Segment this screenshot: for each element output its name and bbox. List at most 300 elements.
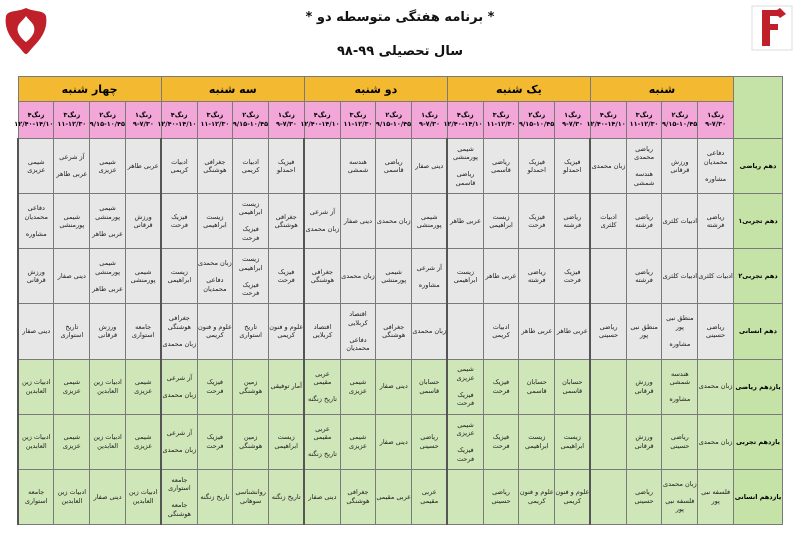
class-entry: ادبیات زین العابدین xyxy=(21,433,51,450)
class-cell xyxy=(233,359,269,414)
bell-name: زنگ۱ xyxy=(134,111,152,119)
class-cell xyxy=(626,194,662,249)
class-cell xyxy=(412,194,448,249)
bell-time: ۹/۱۵-۱۰/۴۵ xyxy=(662,120,698,128)
bell-time: ۹-۷/۳۰ xyxy=(419,120,440,128)
class-cell xyxy=(412,139,448,194)
class-cell xyxy=(161,249,197,304)
class-cell xyxy=(125,469,161,524)
class-entry: ادبیات زین العابدین xyxy=(128,488,158,505)
class-entry: جغرافی هوشنگی xyxy=(310,267,335,285)
class-cell xyxy=(447,194,483,249)
class-entry: ریاضی فرشته xyxy=(527,267,546,285)
class-cell xyxy=(590,414,626,469)
bell-name: زنگ۳ xyxy=(349,111,367,119)
class-entry: شیمی عزیزی xyxy=(134,378,153,395)
bell-name: زنگ۲ xyxy=(385,111,403,119)
class-entry: عربی طاهر xyxy=(127,161,159,170)
class-entry: زیست ابراهیمی xyxy=(238,255,263,272)
class-cell xyxy=(555,139,591,194)
class-cell xyxy=(90,469,126,524)
bell-header xyxy=(586,102,626,139)
bell-time: ۱۱-۱۲/۳۰ xyxy=(343,120,373,128)
grade-row xyxy=(18,139,783,194)
class-entry: شیمی پورمنشی xyxy=(95,204,121,221)
class-entry: ادبیات کریمی xyxy=(492,322,510,340)
class-entry: زبان محمدی xyxy=(198,259,232,268)
bell-time: ۹/۱۵-۱۰/۴۵ xyxy=(232,120,269,128)
class-cell xyxy=(590,139,626,194)
class-cell xyxy=(197,414,233,469)
class-entry: جامعه استواری xyxy=(24,488,48,505)
class-entry: آمار توفیقی xyxy=(270,382,302,391)
class-cell xyxy=(412,414,448,469)
class-entry: ریاضی حسینی xyxy=(419,433,439,450)
class-entry: فیزیک فرحت xyxy=(170,212,188,230)
class-entry: علوم و فنون کریمی xyxy=(555,488,590,505)
class-entry: ورزش قرقانی xyxy=(670,157,690,175)
class-cell xyxy=(698,249,734,304)
weekly-schedule-table xyxy=(14,76,783,525)
class-cell xyxy=(197,304,233,359)
bell-name: زنگ۳ xyxy=(63,111,81,119)
class-entry: زیست ابراهیمی xyxy=(453,267,478,285)
bell-name: زنگ۳ xyxy=(492,111,510,119)
class-cell xyxy=(161,139,197,194)
class-entry: شیمی عزیزی xyxy=(348,433,367,450)
bell-name: زنگ۴ xyxy=(170,111,188,119)
bell-name: زنگ۳ xyxy=(206,111,224,119)
class-entry: ادبیات زین العابدین xyxy=(57,488,87,505)
class-cell xyxy=(18,469,54,524)
class-entry: فیزیک فرحت xyxy=(492,433,510,450)
class-cell xyxy=(233,469,269,524)
class-cell xyxy=(340,304,376,359)
class-cell xyxy=(125,414,161,469)
class-cell xyxy=(90,304,126,359)
class-entry: شیمی پورمنشی xyxy=(381,267,407,285)
class-cell xyxy=(626,249,662,304)
class-cell xyxy=(269,304,305,359)
bell-header xyxy=(519,102,555,139)
class-cell xyxy=(161,194,197,249)
bell-time: ۱۲/۴۰-۱۴/۱۰ xyxy=(300,120,340,128)
class-entry: جامعه هوشنگی xyxy=(167,501,191,518)
class-entry: عربی مقیمی xyxy=(313,424,332,442)
class-cell xyxy=(447,139,483,194)
class-cell xyxy=(555,249,591,304)
grade-row xyxy=(18,249,783,304)
class-entry: منطق نبی پور xyxy=(666,314,694,331)
class-entry: فلسفه نبی پور xyxy=(665,496,695,514)
class-cell xyxy=(483,414,519,469)
bell-time: ۹/۱۵-۱۰/۴۵ xyxy=(89,120,125,128)
class-cell xyxy=(626,414,662,469)
class-cell xyxy=(90,249,126,304)
class-entry: دینی صفار xyxy=(57,272,86,281)
class-entry: عربی طاهر xyxy=(521,327,553,336)
class-cell xyxy=(555,304,591,359)
class-cell xyxy=(18,359,54,414)
class-entry: شیمی عزیزی xyxy=(348,378,367,395)
class-entry: فیزیک فرحت xyxy=(206,433,224,450)
class-cell xyxy=(662,359,698,414)
class-cell xyxy=(269,414,305,469)
class-entry: زبان محمدی xyxy=(698,382,733,391)
class-cell xyxy=(125,139,161,194)
class-cell xyxy=(662,139,698,194)
bell-time: ۱۱-۱۲/۳۰ xyxy=(486,120,516,128)
class-cell xyxy=(662,304,698,359)
bell-header-row xyxy=(18,102,783,139)
class-entry: زبان محمدی xyxy=(162,339,197,348)
class-cell xyxy=(18,304,54,359)
bell-name: زنگ۱ xyxy=(421,111,438,119)
class-entry: جغرافی هوشنگی xyxy=(167,314,191,331)
class-entry: ورزش قرقانی xyxy=(26,267,46,285)
class-entry: دینی صفار xyxy=(379,382,408,391)
class-cell xyxy=(125,194,161,249)
class-entry: ورزش قرقانی xyxy=(634,433,654,450)
class-entry: شیمی عزیزی xyxy=(62,433,81,450)
grade-row xyxy=(18,194,783,249)
class-entry: ریاضی حسینی xyxy=(634,488,654,505)
class-entry: جغرافی هوشنگی xyxy=(346,488,370,505)
class-entry: دینی صفار xyxy=(343,216,372,225)
class-cell xyxy=(125,249,161,304)
bell-name: زنگ۴ xyxy=(27,111,45,119)
bell-time: ۹/۱۵-۱۰/۴۵ xyxy=(375,120,412,128)
class-cell xyxy=(18,414,54,469)
class-entry: زمین هوشنگی xyxy=(239,378,263,395)
class-entry: زبان محمدی xyxy=(305,225,340,234)
class-cell xyxy=(340,249,376,304)
class-entry: شیمی پورمنشی xyxy=(416,212,442,230)
class-entry: عربی مقیمی xyxy=(313,369,332,387)
class-entry: فیزیک احمدلو xyxy=(527,157,546,175)
bell-time: ۱۲/۴۰-۱۴/۱۰ xyxy=(443,120,483,128)
class-cell xyxy=(376,359,412,414)
class-entry: فیزیک فرحت xyxy=(242,225,260,242)
class-entry: فیزیک فرحت xyxy=(277,267,295,285)
class-cell xyxy=(412,304,448,359)
class-cell xyxy=(18,139,54,194)
class-entry: فلسفه نبی پور xyxy=(701,488,731,505)
day-header: سه شنبه xyxy=(161,77,304,102)
class-entry: شیمی عزیزی xyxy=(62,378,81,395)
class-cell xyxy=(662,249,698,304)
bell-name: زنگ۲ xyxy=(99,111,116,119)
class-entry: عربی طاهر xyxy=(56,170,88,179)
bell-name: زنگ۱ xyxy=(564,111,581,119)
class-entry: زیست ابراهیمی xyxy=(525,433,549,450)
class-entry: هندسه شمشی xyxy=(633,170,655,187)
bell-time: ۱۱-۱۲/۳۰ xyxy=(629,120,659,128)
grade-label: یازدهم انسانی xyxy=(734,469,783,524)
class-entry: فیزیک احمدلو xyxy=(563,157,582,175)
class-entry: زبان محمدی xyxy=(663,479,697,488)
class-entry: ریاضی حسینی xyxy=(491,488,511,505)
class-entry: جغرافی هوشنگی xyxy=(382,322,406,340)
class-cell xyxy=(447,249,483,304)
grade-row xyxy=(18,469,783,524)
class-entry: شیمی عزیزی xyxy=(134,433,153,450)
class-cell xyxy=(555,469,591,524)
class-entry: جامعه استواری xyxy=(131,322,155,340)
class-cell xyxy=(54,469,90,524)
class-cell xyxy=(483,139,519,194)
class-entry: فیزیک فرحت xyxy=(206,378,224,395)
class-entry: ادبیات کلثری xyxy=(698,272,733,281)
class-entry: زبان محمدی xyxy=(162,446,197,455)
class-entry: ادبیات زین العابدین xyxy=(21,378,51,395)
class-cell xyxy=(233,304,269,359)
class-cell xyxy=(54,359,90,414)
class-entry: مشاوره xyxy=(669,339,691,348)
class-cell xyxy=(304,249,340,304)
academic-year: سال تحصیلی ۹۹-۹۸ xyxy=(337,44,463,59)
class-cell xyxy=(447,414,483,469)
class-cell xyxy=(376,139,412,194)
class-cell xyxy=(18,249,54,304)
class-entry: حسابان قاسمی xyxy=(419,378,440,395)
bell-time: ۹-۷/۳۰ xyxy=(275,120,297,128)
class-entry: هندسه شمشی xyxy=(669,369,691,387)
bell-name: زنگ۴ xyxy=(599,111,617,119)
class-entry: ریاضی حسینی xyxy=(706,322,726,340)
class-entry: شیمی عزیزی xyxy=(98,157,117,175)
class-entry: شیمی پورمنشی xyxy=(95,259,121,276)
day-header: دو شنبه xyxy=(304,77,447,102)
class-cell xyxy=(376,304,412,359)
class-cell xyxy=(90,139,126,194)
class-cell xyxy=(519,194,555,249)
class-cell xyxy=(161,469,197,524)
class-entry: شیمی پورمنشی xyxy=(130,267,156,285)
class-cell xyxy=(698,469,734,524)
class-entry: ادبیات کلثری xyxy=(662,216,698,225)
class-cell xyxy=(54,304,90,359)
bell-header xyxy=(483,102,519,139)
class-cell xyxy=(519,414,555,469)
class-entry: ادبیات کلثری xyxy=(662,272,698,281)
class-cell xyxy=(304,194,340,249)
class-entry: ریاضی حسینی xyxy=(598,322,619,340)
class-cell xyxy=(555,414,591,469)
class-cell xyxy=(626,469,662,524)
grade-label: دهم تجربی۱ xyxy=(734,194,783,249)
bell-name: زنگ۴ xyxy=(313,111,331,119)
class-entry: فیزیک فرحت xyxy=(528,212,546,230)
class-cell xyxy=(233,139,269,194)
class-entry: دینی صفار xyxy=(93,492,122,501)
day-header: یک شنبه xyxy=(447,77,590,102)
class-entry: زبان محمدی xyxy=(376,216,411,225)
class-entry: زیست ابراهیمی xyxy=(274,433,298,450)
class-entry: ریاضی قاسمی xyxy=(491,157,511,175)
bell-header xyxy=(90,102,126,139)
bell-header xyxy=(626,102,662,139)
class-entry: دینی صفار xyxy=(379,437,408,446)
bell-name: زنگ۱ xyxy=(707,111,725,119)
grade-label: یازدهم ریاضی xyxy=(734,359,783,414)
bell-time: ۹-۷/۳۰ xyxy=(705,120,727,128)
class-entry: ریاضی قاسمی xyxy=(383,157,404,175)
class-cell xyxy=(340,359,376,414)
class-entry: زمین هوشنگی xyxy=(239,433,263,450)
class-entry: ادبیات کلثری xyxy=(600,212,617,230)
class-entry: دینی صفار xyxy=(22,327,51,336)
class-cell xyxy=(590,359,626,414)
class-entry: عربی طاهر xyxy=(92,284,124,293)
class-cell xyxy=(662,194,698,249)
bell-header xyxy=(555,102,591,139)
class-cell xyxy=(340,414,376,469)
class-entry: تاریخ استواری xyxy=(60,322,84,340)
class-entry: ورزش قرقانی xyxy=(98,322,118,340)
grade-header-corner xyxy=(734,77,783,139)
class-cell xyxy=(412,249,448,304)
class-entry: عربی طاهر xyxy=(556,327,588,336)
class-cell xyxy=(590,194,626,249)
class-entry: آز شرعی xyxy=(166,429,193,438)
grade-label: دهم انسانی xyxy=(734,304,783,359)
class-cell xyxy=(233,414,269,469)
class-cell xyxy=(90,194,126,249)
class-cell xyxy=(376,414,412,469)
class-cell xyxy=(519,304,555,359)
class-cell xyxy=(54,249,90,304)
bell-header xyxy=(412,102,448,139)
class-cell xyxy=(519,249,555,304)
class-cell xyxy=(447,304,483,359)
class-entry: زبان محمدی xyxy=(591,161,626,170)
bell-header xyxy=(300,102,340,139)
class-entry: ورزش قرقانی xyxy=(634,378,654,395)
class-cell xyxy=(269,359,305,414)
class-entry: ادبیات زین العابدین xyxy=(93,433,122,450)
class-cell xyxy=(161,304,197,359)
class-entry: شیمی عزیزی xyxy=(456,420,475,438)
class-entry: زبان محمدی xyxy=(162,390,197,399)
class-cell xyxy=(125,304,161,359)
grade-label: دهم تجربی۲ xyxy=(734,249,783,304)
class-cell xyxy=(662,469,698,524)
class-entry: اقتصاد کربلایی xyxy=(312,322,333,340)
class-cell xyxy=(662,414,698,469)
class-entry: عربی مقیمی xyxy=(376,492,412,501)
class-cell xyxy=(269,469,305,524)
class-entry: دفاعی محمدیان xyxy=(24,204,48,221)
class-cell xyxy=(590,249,626,304)
class-cell xyxy=(304,414,340,469)
class-entry: زیست ابراهیمی xyxy=(203,212,227,230)
bell-time: ۱۱-۱۲/۳۰ xyxy=(57,120,87,128)
class-cell xyxy=(412,359,448,414)
class-entry: ریاضی فرشته xyxy=(635,267,654,285)
bell-time: ۹-۷/۳۰ xyxy=(132,120,154,128)
class-entry: آز شرعی xyxy=(416,263,442,272)
bell-time: ۱۲/۴۰-۱۴/۱۰ xyxy=(586,120,626,128)
class-entry: ورزش قرقانی xyxy=(133,212,153,230)
class-cell xyxy=(626,359,662,414)
class-entry: زیست ابراهیمی xyxy=(238,199,263,217)
page-title: * برنامه هفتگی متوسطه دو * xyxy=(305,10,495,25)
class-cell xyxy=(698,414,734,469)
class-entry: ریاضی فرشته xyxy=(563,212,582,230)
bell-header xyxy=(269,102,305,139)
class-cell xyxy=(555,359,591,414)
class-entry: فیزیک احمدلو xyxy=(277,157,296,175)
class-cell xyxy=(698,304,734,359)
class-cell xyxy=(447,469,483,524)
class-entry: عربی طاهر xyxy=(485,272,517,281)
class-entry: روانشناسی سوهانی xyxy=(235,488,266,505)
class-cell xyxy=(483,359,519,414)
class-cell xyxy=(304,139,340,194)
class-entry: زیست ابراهیمی xyxy=(167,267,192,285)
class-entry: مشاوره xyxy=(705,174,727,183)
bell-header xyxy=(698,102,734,139)
class-cell xyxy=(376,194,412,249)
class-cell xyxy=(340,469,376,524)
bell-name: زنگ۱ xyxy=(278,111,295,119)
class-entry: هندسه شمشی xyxy=(347,157,369,175)
class-cell xyxy=(304,304,340,359)
class-cell xyxy=(161,359,197,414)
bell-name: زنگ۲ xyxy=(671,111,689,119)
class-cell xyxy=(483,469,519,524)
class-entry: زبان محمدی xyxy=(412,327,447,336)
class-entry: تاریخ زنگنه xyxy=(307,450,337,459)
bell-time: ۱۲/۴۰-۱۴/۱۰ xyxy=(157,120,197,128)
class-entry: عربی مقیمی xyxy=(420,488,439,505)
class-entry: فیزیک فرحت xyxy=(456,446,475,463)
class-entry: علوم و فنون کریمی xyxy=(197,322,232,340)
class-entry: مشاوره xyxy=(418,280,440,289)
class-entry: آز شرعی xyxy=(166,373,193,382)
class-entry: شیمی پورمنشی xyxy=(453,144,478,162)
class-cell xyxy=(340,194,376,249)
grade-row xyxy=(18,359,783,414)
class-entry: علوم و فنون کریمی xyxy=(269,322,304,340)
class-entry: ریاضی حسینی xyxy=(670,433,690,450)
day-header-row xyxy=(18,77,783,102)
class-entry: ادبیات زین العابدین xyxy=(93,378,122,395)
class-cell xyxy=(340,139,376,194)
class-entry: دفاعی محمدیان xyxy=(703,149,728,166)
bell-time: ۱۲/۴۰-۱۴/۱۰ xyxy=(14,120,54,128)
class-cell xyxy=(376,469,412,524)
class-entry: شیمی عزیزی xyxy=(456,365,475,382)
class-cell xyxy=(269,139,305,194)
class-entry: منطق نبی پور xyxy=(630,322,658,340)
bell-time: ۱۱-۱۲/۳۰ xyxy=(200,120,230,128)
class-cell xyxy=(197,359,233,414)
bell-name: زنگ۲ xyxy=(528,111,546,119)
class-entry: فیزیک فرحت xyxy=(563,267,581,285)
class-entry: آز شرعی xyxy=(59,153,85,162)
class-entry: حسابان قاسمی xyxy=(526,378,547,395)
class-entry: ریاضی قاسمی xyxy=(455,170,476,187)
bell-header xyxy=(340,102,376,139)
class-entry: زیست ابراهیمی xyxy=(560,433,585,450)
day-header: چهار شنبه xyxy=(18,77,161,102)
class-entry: ادبیات کریمی xyxy=(241,157,260,175)
grade-row xyxy=(18,414,783,469)
class-cell xyxy=(626,304,662,359)
class-entry: دفاعی محمدیان xyxy=(203,276,227,293)
